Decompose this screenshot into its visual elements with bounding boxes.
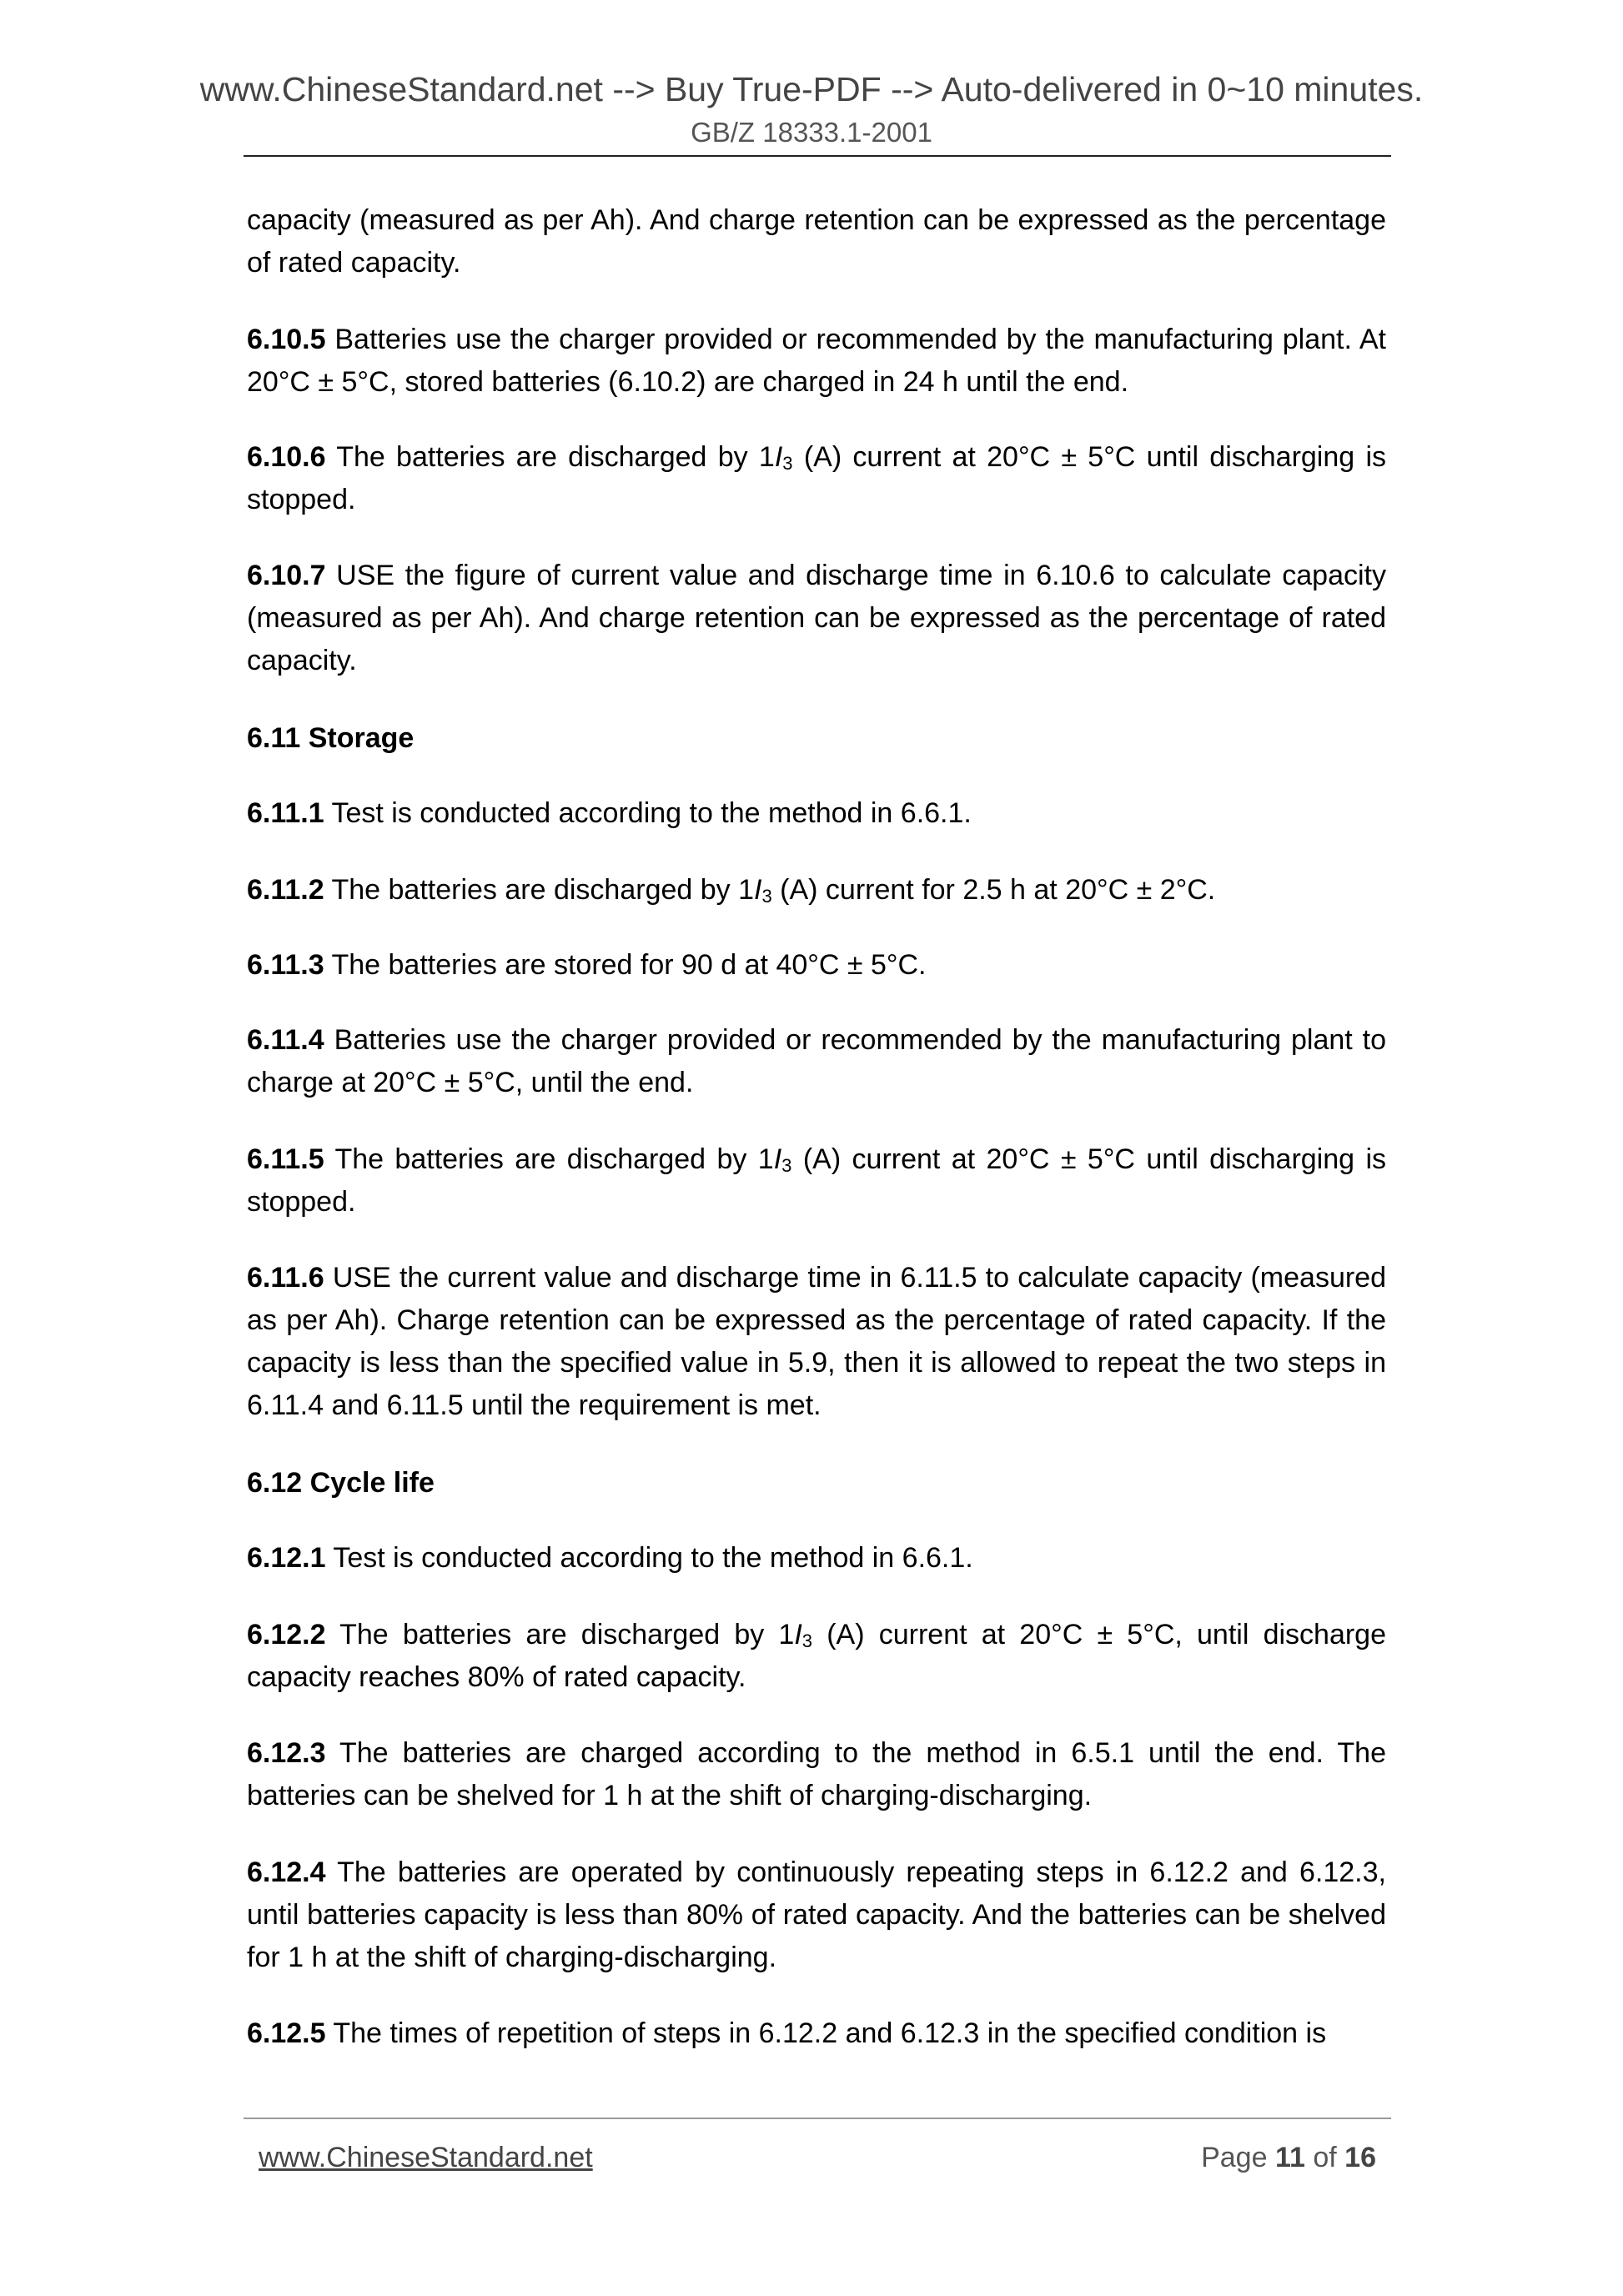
- paragraph: [247, 1537, 1386, 1580]
- clause-number: 6.11.3: [247, 949, 324, 981]
- paragraph-text: I: [773, 1143, 782, 1175]
- paragraph-text: (A) current at 20°C ± 5°C, until discharge capacity reaches 80% of rated capacity.: [247, 1619, 1386, 1693]
- footer-divider: [244, 2118, 1391, 2119]
- paragraph-text: Batteries use the charger provided or recommended by the manufacturing plant to charge at 20°C ± 5°C, until the end.: [247, 1024, 1386, 1098]
- paragraph-text: USE the figure of current value and discharge time in 6.10.6 to calculate capacity (measured as per Ah). And charge retention can be expressed as the percentage of rated capacity.: [247, 560, 1386, 676]
- document-id: GB/Z 18333.1-2001: [691, 117, 932, 148]
- page-of: of: [1313, 2142, 1337, 2173]
- paragraph-text: The times of repetition of steps in 6.12.2 and 6.12.3 in the specified condition is: [325, 2017, 1327, 2049]
- paragraph-text: (A) current at 20°C ± 5°C until discharging is stopped.: [247, 441, 1386, 515]
- clause-number: 6.10.7: [247, 560, 326, 591]
- clause-number: 6.10.6: [247, 441, 326, 473]
- clause-number: 6.12.5: [247, 2017, 326, 2049]
- paragraph: [247, 1138, 1386, 1223]
- clause-number: 6.10.5: [247, 324, 326, 355]
- page-indicator: [1201, 2142, 1376, 2174]
- paragraph-text: 3: [801, 1630, 813, 1651]
- paragraph-text: The batteries are discharged by 1: [325, 1619, 795, 1650]
- paragraph-text: (A) current at 20°C ± 5°C until discharging is stopped.: [247, 1143, 1386, 1218]
- clause-number: 6.11 Storage: [247, 722, 415, 754]
- paragraph-text: 3: [761, 886, 772, 907]
- paragraph-text: capacity (measured as per Ah). And charge retention can be expressed as the percentage of rated capacity.: [247, 204, 1386, 279]
- page-total: 16: [1344, 2142, 1376, 2173]
- paragraph: [247, 436, 1386, 521]
- clause-number: 6.12.2: [247, 1619, 326, 1650]
- paragraph-text: The batteries are discharged by 1: [325, 441, 775, 473]
- paragraph: [247, 717, 1386, 760]
- clause-number: 6.12.4: [247, 1856, 326, 1888]
- header-divider: [244, 155, 1391, 157]
- page-current: 11: [1274, 2142, 1305, 2173]
- paragraph: [247, 1257, 1386, 1427]
- paragraph: [247, 2012, 1386, 2055]
- clause-number: 6.11.4: [247, 1024, 324, 1056]
- paragraph: [247, 1614, 1386, 1699]
- clause-number: 6.12 Cycle life: [247, 1467, 435, 1499]
- paragraph-text: 3: [782, 453, 793, 474]
- paragraph: [247, 199, 1386, 284]
- clause-number: 6.12.3: [247, 1737, 326, 1769]
- paragraph-text: Batteries use the charger provided or recommended by the manufacturing plant. At 20°C ± 5°C, stored batteries (6.10.2) are charged in 24 h until the end.: [247, 324, 1386, 398]
- paragraph-text: I: [774, 441, 783, 473]
- clause-number: 6.11.6: [247, 1262, 324, 1294]
- paragraph-text: Test is conducted according to the method in 6.6.1.: [325, 1542, 973, 1574]
- paragraph-text: The batteries are charged according to the method in 6.5.1 until the end. The batteries can be shelved for 1 h at the shift of charging-discharging.: [247, 1737, 1386, 1811]
- paragraph-text: Test is conducted according to the method in 6.6.1.: [324, 797, 972, 829]
- paragraph-text: I: [754, 874, 762, 906]
- footer-website-link[interactable]: www.ChineseStandard.net: [259, 2142, 593, 2173]
- paragraph-text: USE the current value and discharge time in 6.11.5 to calculate capacity (measured as per Ah). Charge retention can be expressed as the percentage of rated capacity. If the capacity is less than the specified value in 5.9, then it is allowed to repeat the two steps in 6.11.4 and 6.11.5 until the requirement is met.: [247, 1262, 1386, 1421]
- paragraph: [247, 1462, 1386, 1505]
- clause-number: 6.12.1: [247, 1542, 326, 1574]
- paragraph: [247, 869, 1386, 912]
- paragraph: [247, 555, 1386, 682]
- paragraph-text: I: [794, 1619, 802, 1650]
- paragraph: [247, 1851, 1386, 1979]
- paragraph-text: The batteries are discharged by 1: [324, 874, 755, 906]
- paragraph: [247, 944, 1386, 987]
- paragraph-text: 3: [781, 1155, 792, 1176]
- paragraph-text: The batteries are stored for 90 d at 40°C ± 5°C.: [324, 949, 927, 981]
- paragraph: [247, 1732, 1386, 1817]
- header-banner: www.ChineseStandard.net --> Buy True-PDF --> Auto-delivered in 0~10 minutes.: [199, 70, 1424, 108]
- clause-number: 6.11.1: [247, 797, 324, 829]
- paragraph-text: (A) current for 2.5 h at 20°C ± 2°C.: [771, 874, 1216, 906]
- clause-number: 6.11.5: [247, 1143, 324, 1175]
- paragraph-text: The batteries are operated by continuously repeating steps in 6.12.2 and 6.12.3, until batteries capacity is less than 80% of rated capacity. And the batteries can be shelved for 1 h at the shift of charging-discharging.: [247, 1856, 1386, 1973]
- clause-number: 6.11.2: [247, 874, 324, 906]
- paragraph: [247, 1019, 1386, 1104]
- paragraph-text: The batteries are discharged by 1: [324, 1143, 774, 1175]
- page-label: Page: [1201, 2142, 1268, 2173]
- paragraph: [247, 319, 1386, 404]
- paragraph: [247, 792, 1386, 835]
